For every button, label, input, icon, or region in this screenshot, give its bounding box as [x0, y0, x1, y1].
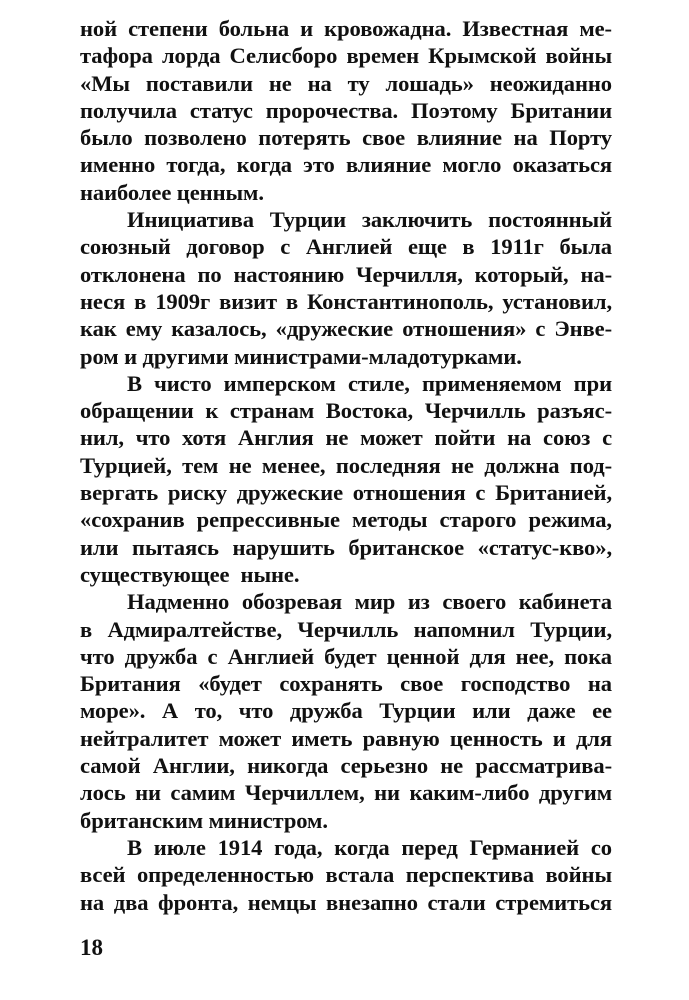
text-line: Турцией, тем не менее, последняя не должна под- [80, 452, 612, 478]
text-line: ной степени больна и кровожадна. Известная ме- [80, 16, 612, 41]
text-line: как ему казалось, «дружеские отношения» с Энве- [80, 316, 612, 342]
text-line: получила статус пророчества. Поэтому Британии [80, 97, 612, 123]
text-line: всей определенностью встала перспектива войны [80, 862, 612, 888]
text-line: тафора лорда Селисборо времен Крымской войны [80, 43, 612, 69]
text-line: «Мы поставили не на ту лошадь» неожиданно [80, 70, 612, 96]
text-line: наиболее ценным. [80, 179, 264, 205]
text-line: Надменно обозревая мир из своего кабинета [127, 589, 612, 615]
text-line: ром и другими министрами-младотурками. [80, 343, 522, 369]
text-line: именно тогда, когда это влияние могло оказаться [80, 152, 612, 178]
page-body [80, 15, 612, 916]
paragraph [80, 834, 612, 916]
text-line: Инициатива Турции заключить постоянный [127, 207, 612, 233]
text-line: В июле 1914 года, когда перед Германией со [127, 834, 612, 860]
text-line: что дружба с Англией будет ценной для нее, пока [80, 643, 612, 669]
paragraph [80, 588, 612, 834]
text-line: нил, что хотя Англия не может пойти на союз с [80, 425, 612, 451]
text-line: неся в 1909г визит в Константинополь, установил, [80, 288, 612, 314]
text-line: существующее ныне. [80, 561, 300, 587]
text-line: в Адмиралтействе, Черчилль напомнил Турции, [80, 616, 612, 642]
text-line: отклонена по настоянию Черчилля, который, на- [80, 261, 612, 287]
text-line: вергать риску дружеские отношения с Британией, [80, 480, 612, 506]
text-line: британским министром. [80, 807, 328, 833]
text-line: было позволено потерять свое влияние на Порту [80, 125, 612, 151]
text-line: самой Англии, никогда серьезно не рассматрива- [80, 753, 612, 779]
text-line: союзный договор с Англией еще в 1911г была [80, 234, 612, 260]
paragraph [80, 370, 612, 588]
paragraph [80, 15, 612, 206]
text-line: В чисто имперском стиле, применяемом при [127, 370, 612, 396]
text-line: Британия «будет сохранять свое господство на [80, 671, 612, 697]
text-line: море». А то, что дружба Турции или даже ее [80, 698, 612, 724]
text-line: или пытаясь нарушить британское «статус-кво», [80, 534, 612, 560]
text-line: нейтралитет может иметь равную ценность и для [80, 725, 612, 751]
text-line: обращении к странам Востока, Черчилль разъяс- [80, 398, 612, 424]
paragraph [80, 206, 612, 370]
page-number: 18 [80, 935, 103, 960]
text-line: на два фронта, немцы внезапно стали стремиться [80, 889, 612, 915]
text-line: «сохранив репрессивные методы старого режима, [80, 507, 612, 533]
text-line: лось ни самим Черчиллем, ни каким-либо другим [80, 780, 612, 806]
